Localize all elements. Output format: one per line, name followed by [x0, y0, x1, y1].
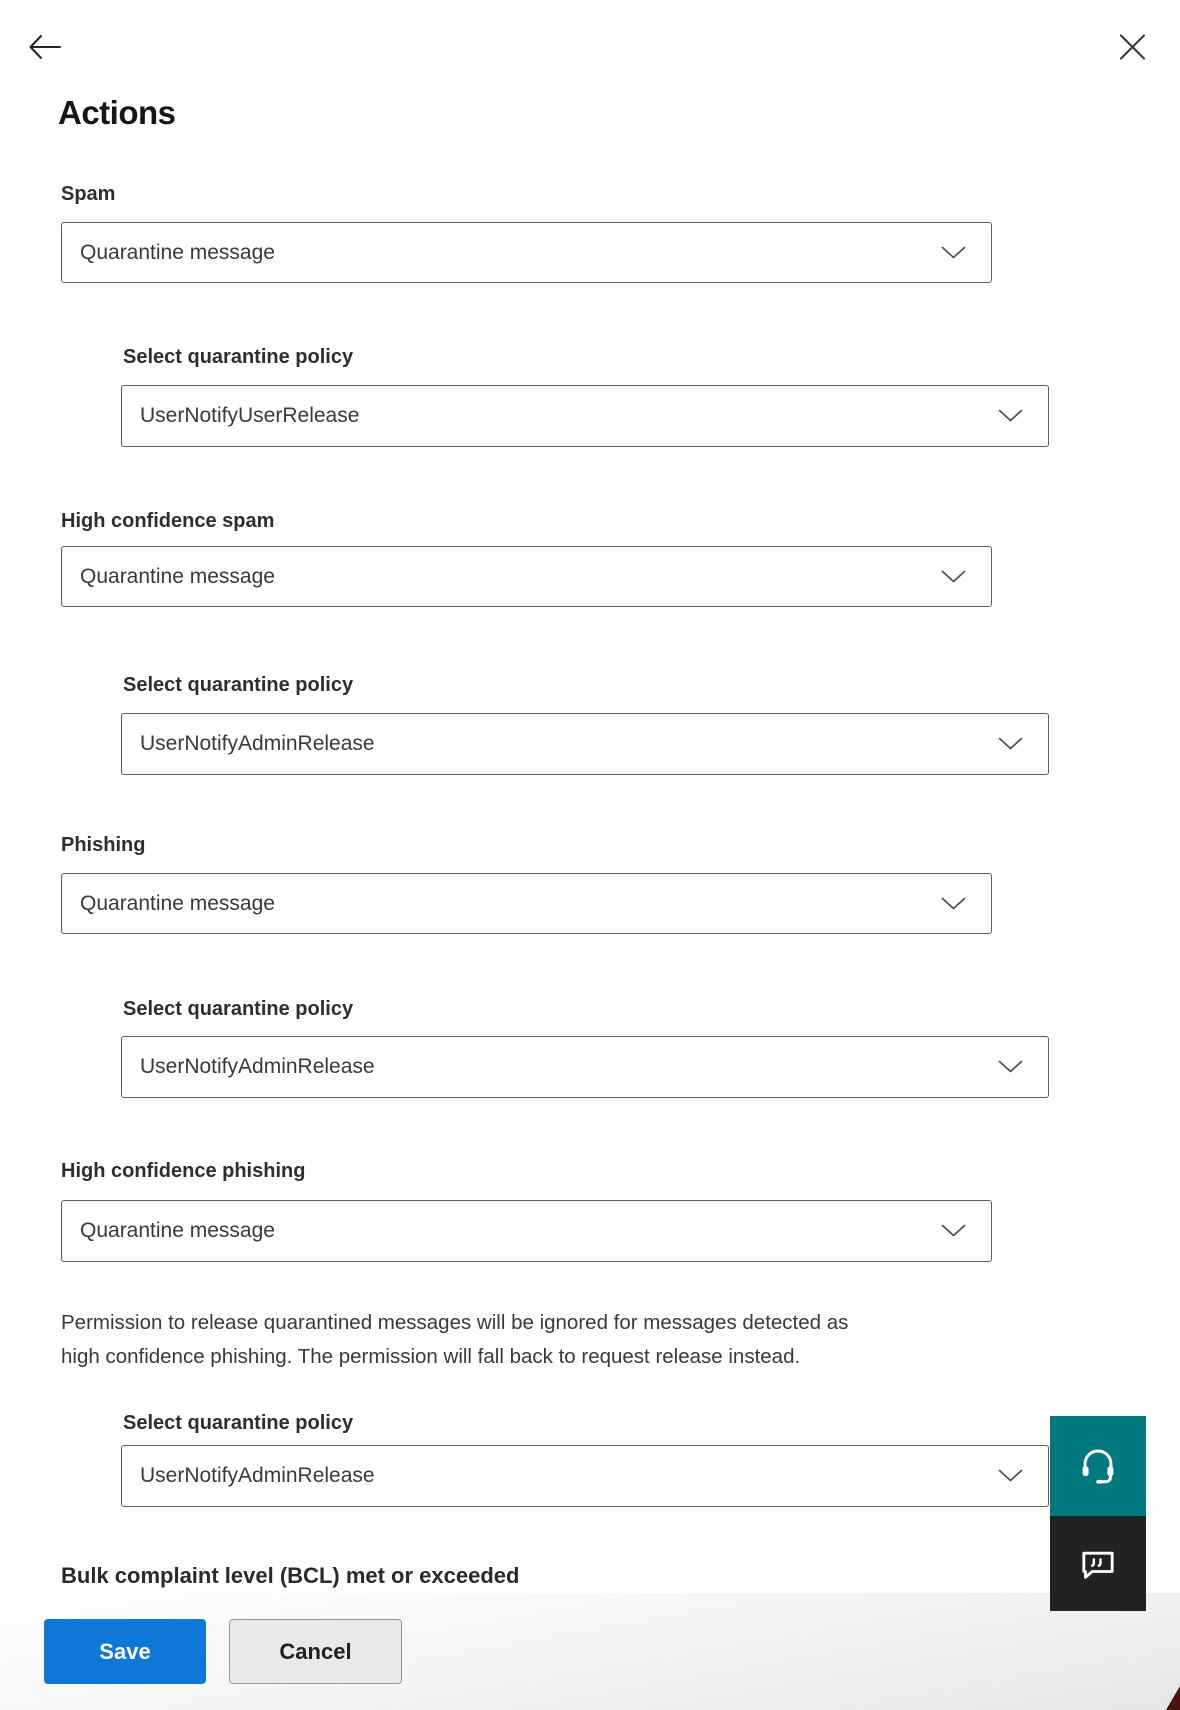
quarantine-policy-dropdown-high-confidence-phishing[interactable] — [121, 1445, 1049, 1507]
save-button[interactable]: Save — [44, 1619, 206, 1684]
back-arrow-icon — [28, 32, 62, 62]
chevron-down-icon — [998, 1060, 1023, 1074]
chevron-down-icon — [998, 1469, 1023, 1483]
section-label-bulk-complaint-level: Bulk complaint level (BCL) met or exceeded — [61, 1563, 520, 1588]
field-label-select-quarantine-policy-spam: Select quarantine policy — [123, 346, 354, 368]
quarantine-policy-dropdown-phishing[interactable] — [121, 1036, 1049, 1098]
feedback-button[interactable] — [1050, 1516, 1146, 1611]
note-line: high confidence phishing. The permission will fall back to request release instead. — [61, 1345, 801, 1368]
page-title: Actions — [58, 94, 176, 131]
headset-icon — [1077, 1445, 1119, 1487]
help-button[interactable] — [1050, 1416, 1146, 1516]
chevron-down-icon — [941, 897, 966, 911]
chevron-down-icon — [998, 409, 1023, 423]
high-confidence-spam-action-dropdown[interactable] — [61, 546, 992, 607]
back-button[interactable] — [24, 28, 66, 66]
chevron-down-icon — [941, 570, 966, 584]
dropdown-selected-value: UserNotifyAdminRelease — [140, 1055, 375, 1078]
field-label-select-quarantine-policy-hcs: Select quarantine policy — [123, 674, 354, 696]
chevron-down-icon — [941, 246, 966, 260]
field-label-spam: Spam — [61, 183, 116, 205]
field-label-select-quarantine-policy-hcp: Select quarantine policy — [123, 1412, 354, 1434]
high-confidence-phishing-note — [61, 1306, 848, 1374]
close-x-icon — [1119, 34, 1146, 60]
chevron-down-icon — [998, 737, 1023, 751]
dropdown-selected-value: Quarantine message — [80, 564, 275, 588]
close-button[interactable] — [1113, 29, 1151, 65]
field-label-select-quarantine-policy-phishing: Select quarantine policy — [123, 998, 354, 1020]
note-line: Permission to release quarantined messages will be ignored for messages detected as — [61, 1311, 849, 1334]
dropdown-selected-value: Quarantine message — [80, 891, 275, 915]
phishing-action-dropdown[interactable] — [61, 873, 992, 934]
high-confidence-phishing-action-dropdown[interactable] — [61, 1200, 992, 1262]
dropdown-selected-value: UserNotifyUserRelease — [140, 404, 360, 427]
dropdown-selected-value: Quarantine message — [80, 240, 275, 264]
cancel-button[interactable]: Cancel — [229, 1619, 402, 1684]
quarantine-policy-dropdown-high-confidence-spam[interactable] — [121, 713, 1049, 775]
field-label-high-confidence-spam: High confidence spam — [61, 510, 275, 532]
dropdown-selected-value: Quarantine message — [80, 1219, 275, 1242]
spam-action-dropdown[interactable] — [61, 222, 992, 283]
dropdown-selected-value: UserNotifyAdminRelease — [140, 1464, 375, 1487]
corner-artifact — [1166, 1686, 1180, 1710]
field-label-high-confidence-phishing: High confidence phishing — [61, 1160, 306, 1182]
chevron-down-icon — [941, 1224, 966, 1238]
quarantine-policy-dropdown-spam[interactable] — [121, 385, 1049, 447]
dropdown-selected-value: UserNotifyAdminRelease — [140, 732, 375, 755]
field-label-phishing: Phishing — [61, 834, 146, 856]
chat-bubble-icon — [1078, 1544, 1118, 1584]
